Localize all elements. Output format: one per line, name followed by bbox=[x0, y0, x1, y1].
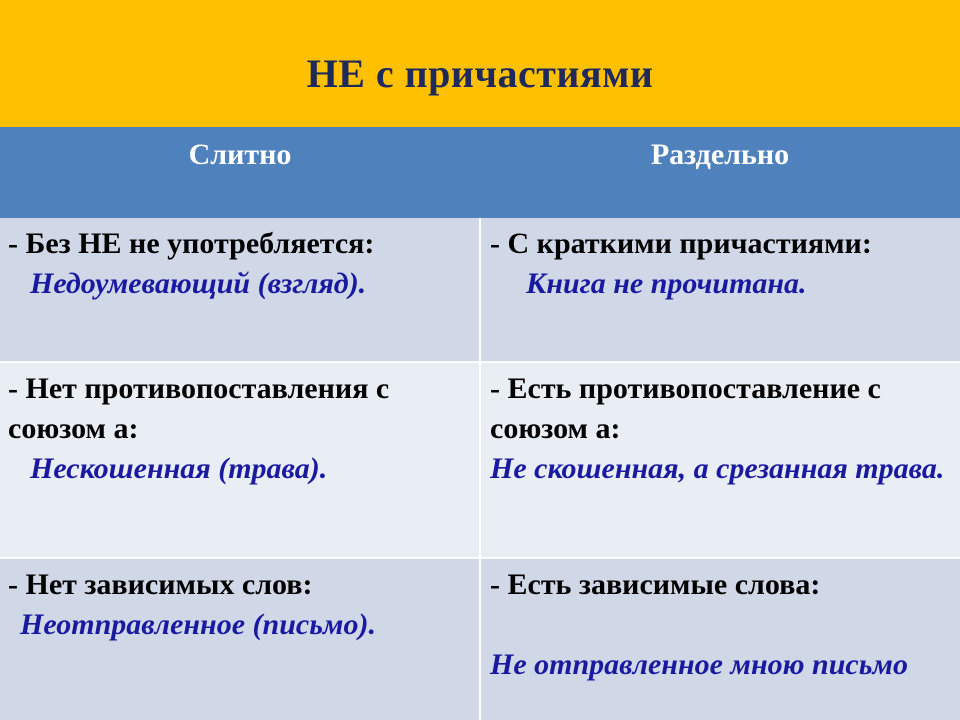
spacer bbox=[490, 605, 956, 645]
header-separate: Раздельно bbox=[650, 138, 790, 171]
rule-text: - Есть зависимые слова: bbox=[490, 568, 821, 601]
table-cell-separate bbox=[490, 369, 956, 489]
example-text: Не скошенная, а срезанная трава. bbox=[490, 452, 945, 485]
table-cell-separate bbox=[490, 565, 956, 685]
slide-title: НЕ с причастиями bbox=[306, 51, 654, 96]
example-text: Книга не прочитана. bbox=[526, 267, 807, 300]
rule-text: - Есть противопоставление с союзом а: bbox=[490, 372, 889, 445]
rule-text: - Нет противопоставления с союзом а: bbox=[8, 372, 397, 445]
table-header-row bbox=[0, 127, 960, 218]
example-text: Неотправленное (письмо). bbox=[20, 608, 376, 641]
header-fused: Слитно bbox=[188, 138, 292, 171]
example-text: Не отправленное мною письмо bbox=[490, 648, 908, 681]
table-cell-separate bbox=[490, 224, 956, 304]
table-cell-fused bbox=[8, 565, 474, 645]
table-cell-fused bbox=[8, 369, 474, 489]
example-text: Недоумевающий (взгляд). bbox=[30, 267, 367, 300]
rule-text: - Без НЕ не употребляется: bbox=[8, 227, 375, 260]
column-divider bbox=[479, 218, 481, 720]
rule-text: - С краткими причастиями: bbox=[490, 227, 872, 260]
table-cell-fused bbox=[8, 224, 474, 304]
example-text: Нескошенная (трава). bbox=[30, 452, 328, 485]
rule-text: - Нет зависимых слов: bbox=[8, 568, 313, 601]
